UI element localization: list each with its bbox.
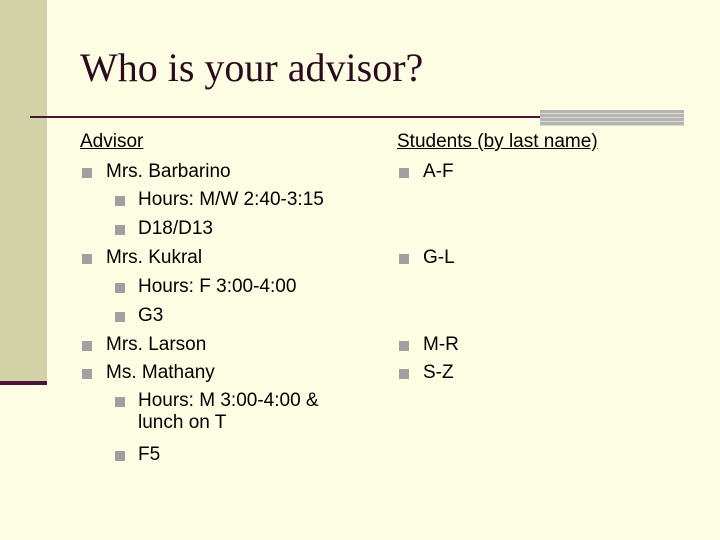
advisor-name: Mrs. Barbarino: [106, 161, 231, 182]
left-decorative-bar: [0, 0, 47, 384]
square-bullet-icon: [399, 369, 409, 379]
advisor-name: Ms. Mathany: [106, 362, 215, 383]
square-bullet-icon: [399, 341, 409, 351]
advisor-detail: D18/D13: [138, 218, 213, 239]
title-accent-bar: [540, 110, 684, 126]
advisor-name: Mrs. Kukral: [106, 247, 203, 268]
square-bullet-icon: [115, 312, 125, 322]
student-range: G-L: [423, 247, 455, 268]
square-bullet-icon: [399, 254, 409, 264]
square-bullet-icon: [115, 283, 125, 293]
advisor-detail: G3: [138, 305, 164, 326]
advisor-heading: Advisor: [80, 131, 144, 152]
advisor-detail: Hours: M/W 2:40-3:15: [138, 189, 324, 210]
slide-title: Who is your advisor?: [80, 45, 424, 90]
advisor-detail: Hours: F 3:00-4:00: [138, 276, 297, 297]
square-bullet-icon: [115, 397, 125, 407]
students-heading: Students (by last name): [397, 131, 598, 152]
advisor-detail: F5: [138, 444, 161, 465]
square-bullet-icon: [399, 168, 409, 178]
left-bar-divider: [0, 381, 47, 385]
advisor-detail: Hours: M 3:00-4:00 & lunch on T: [138, 390, 319, 433]
student-range: A-F: [423, 161, 454, 182]
square-bullet-icon: [115, 196, 125, 206]
student-range: M-R: [423, 334, 459, 355]
square-bullet-icon: [82, 254, 92, 264]
square-bullet-icon: [82, 341, 92, 351]
student-range: S-Z: [423, 362, 454, 383]
advisor-name: Mrs. Larson: [106, 334, 207, 355]
square-bullet-icon: [115, 225, 125, 235]
square-bullet-icon: [82, 168, 92, 178]
square-bullet-icon: [82, 369, 92, 379]
square-bullet-icon: [115, 451, 125, 461]
